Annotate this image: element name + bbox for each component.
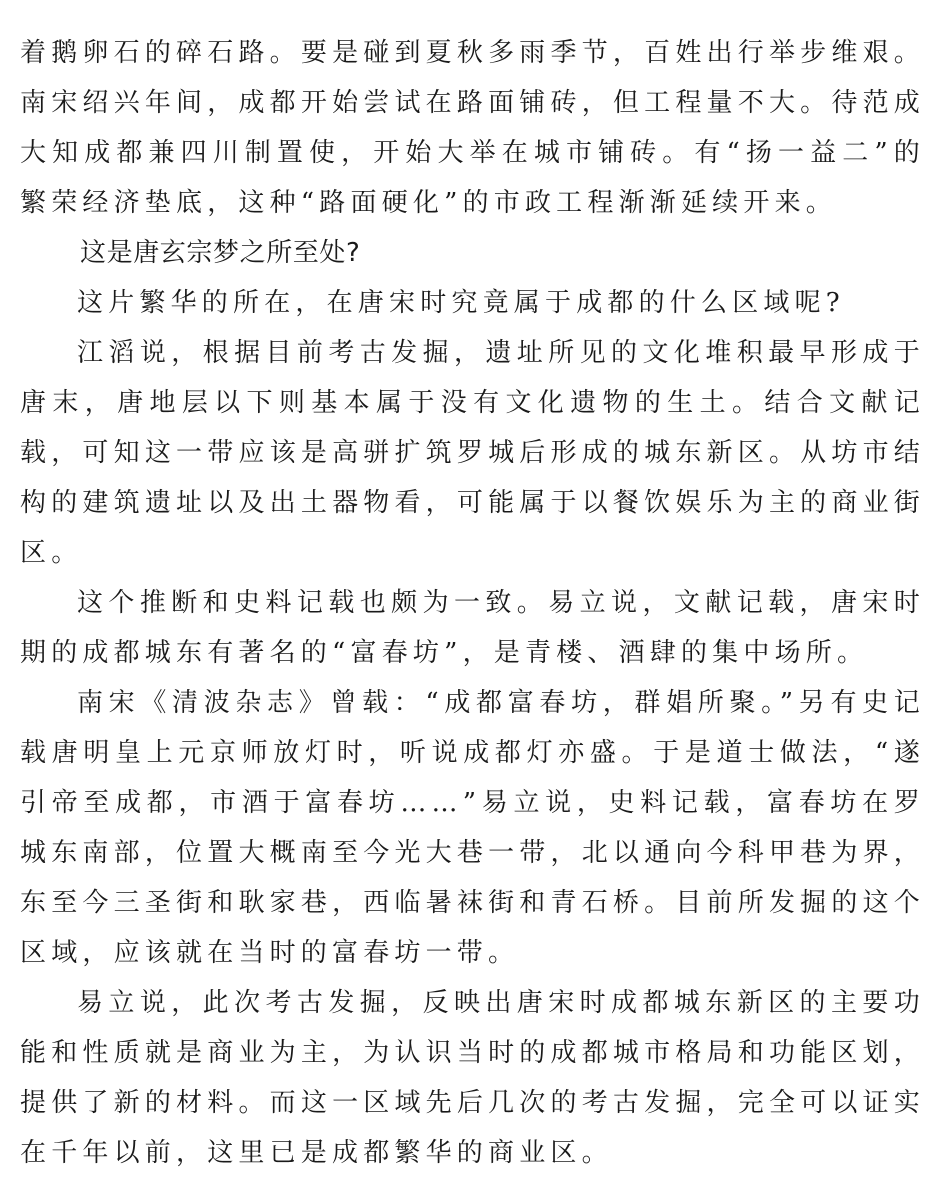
paragraph-road-paving: 着鹅卵石的碎石路。要是碰到夏秋多雨季节，百姓出行举步维艰。南宋绍兴年间，成都开始尝试在路面铺砖，但工程量不大。待范成大知成都兼四川制置使，开始大举在城市铺砖。有“扬一益二”的繁荣经济垫底，这种“路面硬化”的市政工程渐渐延续开来。 [20,38,925,218]
article-body [20,28,925,1178]
paragraph-historical-records: 南宋《清波杂志》曾载：“成都富春坊，群娼所聚。”另有史记载唐明皇上元京师放灯时，听说成都灯亦盛。于是道士做法，“遂引帝至成都，市酒于富春坊……”易立说，史料记载，富春坊在罗城东南部，位置大概南至今光大巷一带，北以通向今科甲巷为界，东至今三圣街和耿家巷，西临暑袜街和青石桥。目前所发掘的这个区域，应该就在当时的富春坊一带。 [20,688,925,968]
section-subheading: 这是唐玄宗梦之所至处? [80,238,361,268]
paragraph-fuchunfang: 这个推断和史料记载也颇为一致。易立说，文献记载，唐宋时期的成都城东有著名的“富春坊”，是青楼、酒肆的集中场所。 [20,588,925,668]
paragraph-conclusion: 易立说，此次考古发掘，反映出唐宋时成都城东新区的主要功能和性质就是商业为主，为认识当时的成都城市格局和功能区划，提供了新的材料。而这一区域先后几次的考古发掘，完全可以证实在千年以前，这里已是成都繁华的商业区。 [20,988,925,1168]
paragraph-question: 这片繁华的所在，在唐宋时究竟属于成都的什么区域呢? [77,288,845,318]
paragraph-archaeology: 江滔说，根据目前考古发掘，遗址所见的文化堆积最早形成于唐末，唐地层以下则基本属于没有文化遗物的生土。结合文献记载，可知这一带应该是高骈扩筑罗城后形成的城东新区。从坊市结构的建筑遗址以及出土器物看，可能属于以餐饮娱乐为主的商业街区。 [20,338,925,568]
